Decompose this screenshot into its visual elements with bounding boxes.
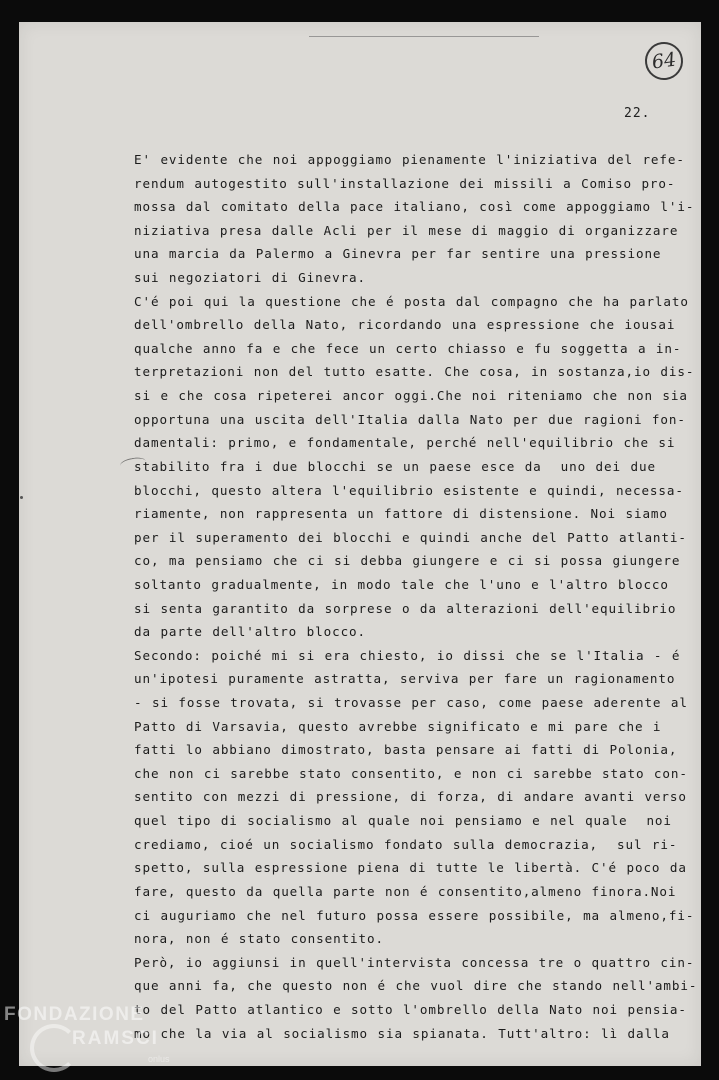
text-line: quel tipo di socialismo al quale noi pensiamo e nel quale noi xyxy=(134,813,672,829)
watermark-line1: FONDAZIONE xyxy=(4,1004,145,1025)
text-line: E' evidente che noi appoggiamo pienamente l'iniziativa del refe- xyxy=(134,152,685,167)
text-line: Secondo: poiché mi si era chiesto, io dissi che se l'Italia - é xyxy=(134,647,681,663)
text-line: damentali: primo, e fondamentale, perché nell'equilibrio che si xyxy=(134,435,676,451)
watermark-sub: onlus xyxy=(148,1054,170,1064)
watermark-line2: RAMSCI xyxy=(72,1028,159,1049)
text-line: da parte dell'altro blocco. xyxy=(134,624,367,640)
page-number: 22. xyxy=(624,106,651,121)
text-line: soltanto gradualmente, in modo tale che l'uno e l'altro blocco xyxy=(134,576,669,592)
text-line: blocchi, questo altera l'equilibrio esistente e quindi, necessa- xyxy=(134,482,684,498)
text-line: per il superamento dei blocchi e quindi anche del Patto atlanti- xyxy=(134,529,687,545)
text-line: sui negoziatori di Ginevra. xyxy=(134,270,367,286)
text-line: mossa dal comitato della pace italiano, così come appoggiamo l'i- xyxy=(134,199,695,215)
text-line: crediamo, cioé un socialismo fondato sulla democrazia, sul ri- xyxy=(134,836,678,852)
text-line: ci auguriamo che nel futuro possa essere possibile, ma almeno,fi- xyxy=(134,907,695,923)
text-line: una marcia da Palermo a Ginevra per far sentire una pressione xyxy=(134,246,662,262)
text-line: dell'ombrello della Nato, ricordando una espressione che iousai xyxy=(134,317,676,333)
text-line: fatti lo abbiano dimostrato, basta pensare ai fatti di Polonia, xyxy=(134,742,678,758)
margin-dot xyxy=(20,496,23,499)
text-line: qualche anno fa e che fece un certo chiasso e fu soggetta a in- xyxy=(134,340,682,356)
text-line: - si fosse trovata, si trovasse per caso, come paese aderente al xyxy=(134,695,688,711)
text-line: spetto, sulla espressione piena di tutte le libertà. C'é poco da xyxy=(134,860,687,876)
text-line: opportuna una uscita dell'Italia dalla Nato per due ragioni fon- xyxy=(134,411,686,427)
watermark-g-icon xyxy=(30,1024,78,1072)
text-line: mo che la via al socialismo sia spianata. Tutt'altro: lì dalla xyxy=(134,1025,670,1041)
text-line: si senta garantito da sorprese o da alterazioni dell'equilibrio xyxy=(134,600,677,616)
folio-mark: 64 xyxy=(643,40,686,83)
text-line: stabilito fra i due blocchi se un paese esce da uno dei due xyxy=(134,458,656,474)
document-body xyxy=(134,148,698,1045)
text-line: riamente, non rappresenta un fattore di distensione. Noi siamo xyxy=(134,506,668,522)
text-line: fare, questo da quella parte non é consentito,almeno finora.Noi xyxy=(134,883,677,899)
text-line: un'ipotesi puramente astratta, serviva per fare un ragionamento xyxy=(134,671,676,687)
text-line: nora, non é stato consentito. xyxy=(134,931,384,947)
text-line: si e che cosa ripeterei ancor oggi.Che noi riteniamo che non sia xyxy=(134,388,688,404)
text-line: que anni fa, che questo non é che vuol dire che stando nell'ambi- xyxy=(134,978,698,994)
text-line: terpretazioni non del tutto esatte. Che cosa, in sostanza,io dis- xyxy=(134,364,695,380)
text-line: Però, io aggiunsi in quell'intervista concessa tre o quattro cin- xyxy=(134,954,695,970)
text-line: co, ma pensiamo che ci si debba giungere e ci si possa giungere xyxy=(134,553,681,569)
text-line: C'é poi qui la questione che é posta dal compagno che ha parlato xyxy=(134,293,689,309)
text-line: sentito con mezzi di pressione, di forza, di andare avanti verso xyxy=(134,789,687,805)
top-rule xyxy=(309,36,539,37)
text-line: to del Patto atlantico e sotto l'ombrello della Nato noi pensia- xyxy=(134,1001,687,1017)
watermark-logo xyxy=(2,1000,202,1080)
text-line: niziativa presa dalle Acli per il mese di maggio di organizzare xyxy=(134,222,679,238)
text-line: rendum autogestito sull'installazione dei missili a Comiso pro- xyxy=(134,175,676,191)
text-line: Patto di Varsavia, questo avrebbe significato e mi pare che i xyxy=(134,718,662,734)
text-line: che non ci sarebbe stato consentito, e non ci sarebbe stato con- xyxy=(134,765,688,781)
